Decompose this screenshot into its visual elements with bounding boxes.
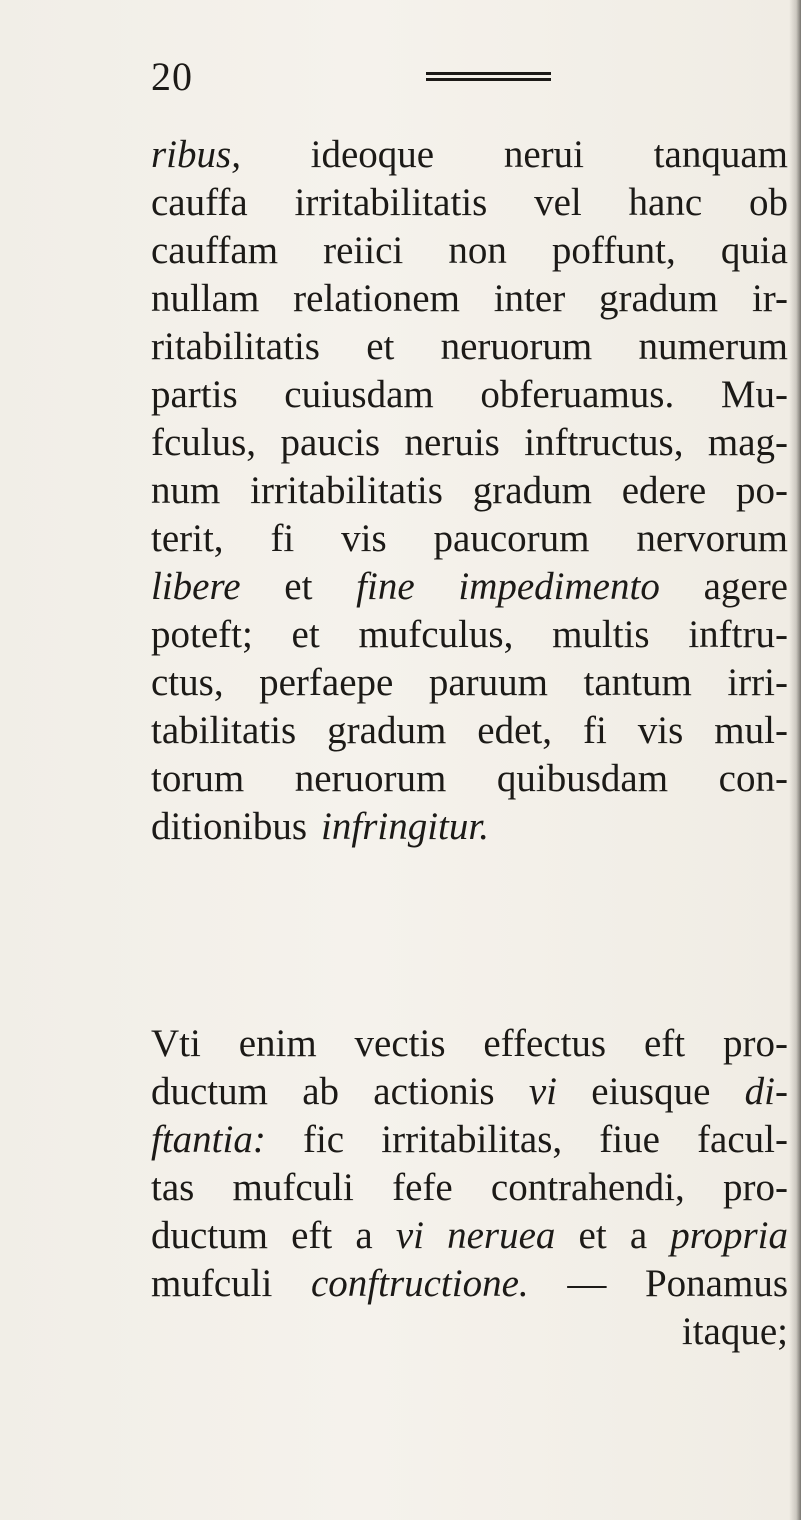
- word: ductum: [151, 1070, 268, 1113]
- word: multis: [552, 613, 650, 656]
- word: contrahendi,: [490, 1166, 685, 1209]
- word: et: [291, 613, 320, 656]
- word: mufculi: [232, 1166, 354, 1209]
- word: fi: [270, 517, 295, 560]
- paragraph-2: [151, 1020, 791, 1356]
- word: facul-: [697, 1118, 788, 1161]
- word: obferuamus.: [480, 373, 675, 416]
- word: conftructione.: [310, 1262, 529, 1305]
- word: neruea: [447, 1214, 556, 1257]
- word: vis: [637, 709, 684, 752]
- word: pro-: [722, 1166, 788, 1209]
- word: fculus,: [151, 421, 257, 464]
- word: mufculi: [151, 1262, 273, 1305]
- word: vis: [341, 517, 387, 560]
- word: tantum: [583, 661, 692, 704]
- word: pro-: [722, 1022, 788, 1065]
- word: vectis: [354, 1022, 446, 1065]
- word: inter: [493, 277, 566, 320]
- word: actionis: [373, 1070, 495, 1113]
- text-line: [151, 563, 788, 611]
- word: neruorum: [440, 325, 593, 368]
- word: vi: [395, 1214, 424, 1257]
- word: terit,: [151, 517, 224, 560]
- word: gradum: [472, 469, 592, 512]
- word: non: [448, 229, 507, 272]
- word: ftantia:: [151, 1118, 266, 1161]
- word: mufculus,: [358, 613, 514, 656]
- word: libere: [151, 565, 241, 608]
- text-line: [151, 1212, 788, 1260]
- word: po-: [735, 469, 788, 512]
- word: ribus,: [151, 133, 241, 176]
- text-line: [151, 755, 788, 803]
- word: a: [355, 1214, 373, 1257]
- word: irri-: [727, 661, 788, 704]
- word: hanc: [628, 181, 703, 224]
- text-line: [151, 1020, 788, 1068]
- word: agere: [703, 565, 788, 608]
- text-line: [151, 179, 788, 227]
- paragraph-1: [151, 131, 791, 851]
- text-line: [151, 1164, 788, 1212]
- text-line: [151, 1116, 788, 1164]
- word: num: [151, 469, 221, 512]
- word: enim: [238, 1022, 317, 1065]
- word: irritabilitas,: [381, 1118, 563, 1161]
- word: gradum: [599, 277, 719, 320]
- word: perfaepe: [259, 661, 394, 704]
- word: numerum: [638, 325, 788, 368]
- word: ob: [748, 181, 788, 224]
- word: inftru-: [688, 613, 788, 656]
- word: tanquam: [653, 133, 788, 176]
- word: ctus,: [151, 661, 224, 704]
- word: et: [578, 1214, 607, 1257]
- word: Mu-: [720, 373, 788, 416]
- word: ritabilitatis: [151, 325, 320, 368]
- word: itaque;: [681, 1310, 788, 1353]
- word: quia: [720, 229, 788, 272]
- word: fefe: [392, 1166, 453, 1209]
- word: tabilitatis: [151, 709, 297, 752]
- word: reiici: [323, 229, 404, 272]
- text-line: [151, 1068, 788, 1116]
- word: gradum: [327, 709, 447, 752]
- word: neruis: [404, 421, 500, 464]
- word: nullam: [151, 277, 260, 320]
- word: partis: [151, 373, 238, 416]
- text-line: [151, 1308, 788, 1356]
- text-line: [151, 131, 788, 179]
- text-line: [151, 227, 788, 275]
- text-line: [151, 467, 788, 515]
- text-line: [151, 1260, 788, 1308]
- word: neruorum: [294, 757, 447, 800]
- word: paucorum: [433, 517, 590, 560]
- word: eft: [643, 1022, 686, 1065]
- word: fic: [302, 1118, 345, 1161]
- word: cauffam: [151, 229, 279, 272]
- word: eft: [291, 1214, 333, 1257]
- word: nervorum: [636, 517, 788, 560]
- word: Vti: [151, 1022, 201, 1065]
- word: mul-: [714, 709, 788, 752]
- word: tas: [151, 1166, 195, 1209]
- text-line: [151, 275, 788, 323]
- text-line: [151, 323, 788, 371]
- word: quibusdam: [496, 757, 669, 800]
- word: ductum: [151, 1214, 268, 1257]
- text-line: [151, 371, 788, 419]
- word: con-: [718, 757, 788, 800]
- word: paruum: [428, 661, 548, 704]
- word: ir-: [751, 277, 788, 320]
- word: poteft;: [151, 613, 253, 656]
- word: fiue: [599, 1118, 660, 1161]
- word: et: [284, 565, 313, 608]
- word: mag-: [707, 421, 788, 464]
- word: cuiusdam: [284, 373, 434, 416]
- word: cauffa: [151, 181, 248, 224]
- word: paucis: [280, 421, 381, 464]
- word: a: [629, 1214, 648, 1257]
- word: —: [567, 1262, 607, 1305]
- word: eiusque: [591, 1070, 711, 1113]
- page-number: 20: [151, 54, 193, 99]
- word: fi: [582, 709, 607, 752]
- word: irritabilitatis: [250, 469, 443, 512]
- word: poffunt,: [551, 229, 676, 272]
- word: di-: [744, 1070, 788, 1113]
- word: edere: [621, 469, 707, 512]
- word: nerui: [503, 133, 584, 176]
- word: propria: [670, 1214, 788, 1257]
- text-line: [151, 707, 788, 755]
- word: edet,: [477, 709, 552, 752]
- word: relationem: [293, 277, 460, 320]
- text-line: [151, 611, 788, 659]
- text-line: [151, 419, 788, 467]
- word: vi: [528, 1070, 558, 1113]
- word: impedimento: [458, 565, 660, 608]
- word: Ponamus: [644, 1262, 788, 1305]
- text-line: [151, 803, 788, 851]
- page-header: [151, 52, 551, 102]
- text-line: [151, 515, 788, 563]
- header-double-rule: [426, 72, 551, 84]
- text-line: [151, 659, 788, 707]
- word: ab: [302, 1070, 340, 1113]
- word: ditionibus: [151, 805, 308, 848]
- word: fine: [356, 565, 415, 608]
- word: infringitur.: [321, 805, 489, 848]
- word: torum: [151, 757, 245, 800]
- word: irritabilitatis: [294, 181, 488, 224]
- word: inftructus,: [524, 421, 684, 464]
- word: ideoque: [310, 133, 435, 176]
- word: effectus: [483, 1022, 607, 1065]
- word: et: [366, 325, 395, 368]
- word: vel: [534, 181, 582, 224]
